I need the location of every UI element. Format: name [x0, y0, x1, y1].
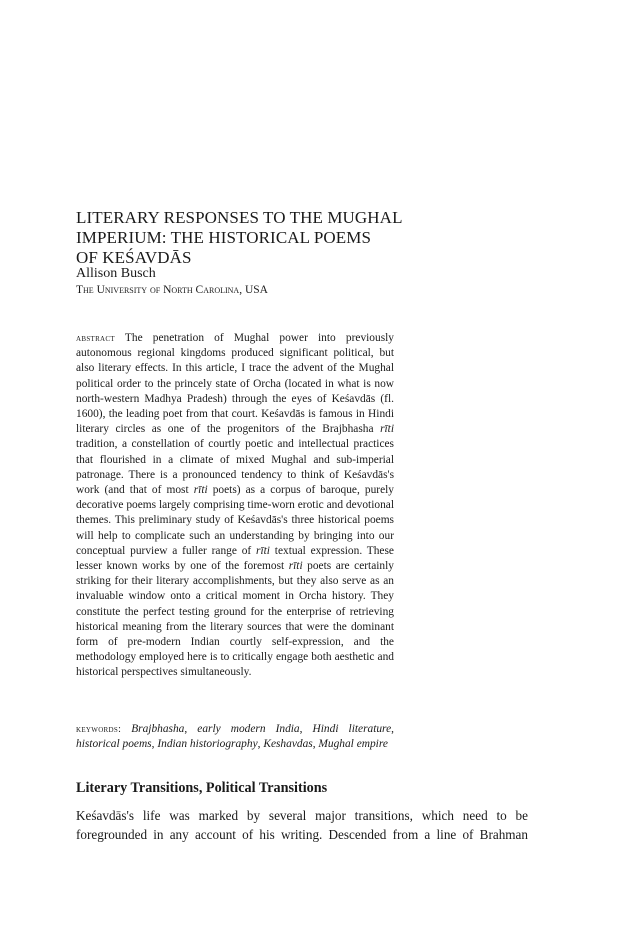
article-title	[76, 208, 436, 268]
body-line: Keśavdās's life was marked by several major transitions, which need to be	[76, 808, 528, 823]
keyword: Keshavdas	[263, 738, 313, 751]
abstract-term: rīti	[193, 484, 208, 497]
keywords-label: keywords:	[76, 724, 122, 735]
abstract	[76, 331, 394, 681]
author-affiliation: The University of North Carolina, USA	[76, 284, 268, 296]
keywords: keywords: Brajbhasha, early modern India, Hindi literature, historical poems, Indian historiography, Keshavdas, Mughal empire	[76, 723, 394, 751]
abstract-text: poets are certainly striking for their literary accomplishments, but they also serve as an invaluable window onto a critical moment in Orcha history. They constitute the perfect testing ground for the enterprise of retrieving historical meaning from the literary sources that were the dominant form of pre-modern Indian courtly self-expression, and the methodology employed here is to critically engage both aesthetic and historical perspectives simultaneously.	[76, 560, 394, 679]
abstract-text: The penetration of Mughal power into previously autonomous regional kingdoms produced significant political, but also literary effects. In this article, I trace the advent of the Mughal political order to the princely state of Orcha (located in what is now north-western Madhya Pradesh) through the eyes of Keśavdās (fl. 1600), the leading poet from that court. Keśavdās is famous in Hindi literary circles as one of the progenitors of the Brajbhasha	[76, 332, 394, 436]
body-line: foregrounded in any account of his writing. Descended from a line of Brahman	[76, 827, 528, 842]
keyword: Indian historiography	[157, 738, 258, 751]
abstract-text: tradition, a constellation of courtly poetic and intellectual practices that flourished in a climate of mixed Mughal and sub-imperial patronage. There is a pronounced tendency to think of Keśavdās's work (and that of most	[76, 438, 394, 497]
keyword: Brajbhasha	[131, 723, 185, 735]
keyword: early modern India	[197, 723, 300, 735]
abstract-text: textual expression. These lesser known works by one of the foremost	[76, 544, 394, 573]
keyword: Hindi literature	[312, 723, 392, 735]
body-paragraph	[76, 806, 528, 844]
keyword: Mughal empire	[318, 738, 388, 751]
abstract-term: rīti	[256, 544, 270, 557]
abstract-term: rīti	[380, 423, 394, 436]
title-line: OF KEŚAVDĀS	[76, 248, 192, 267]
abstract-text: poets) as a corpus of baroque, purely decorative poems largely comprising time-worn erotic and devotional themes. This preliminary study of Keśavdās's three historical poems will help to complicate such an understanding by bringing into our conceptual purview a fuller range of	[76, 484, 395, 557]
section-heading: Literary Transitions, Political Transitions	[76, 780, 328, 796]
abstract-label: abstract	[76, 333, 115, 344]
keyword: historical poems	[76, 738, 152, 751]
abstract-term: rīti	[288, 560, 303, 573]
title-line: LITERARY RESPONSES TO THE MUGHAL	[76, 208, 403, 227]
author-name: Allison Busch	[76, 266, 156, 281]
title-line: IMPERIUM: THE HISTORICAL POEMS	[76, 228, 372, 247]
